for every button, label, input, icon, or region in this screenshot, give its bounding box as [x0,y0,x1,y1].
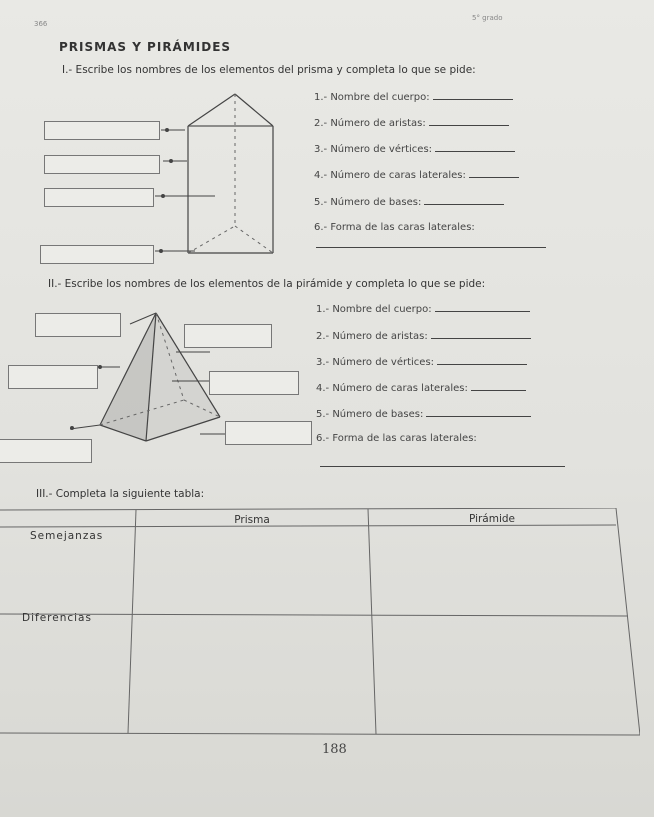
section2-instruction: II.- Escribe los nombres de los elementos de la pirámide y completa lo que se pide: [48,278,486,290]
s2-q3: 3.- Número de vértices: [316,355,527,368]
page-title: PRISMAS Y PIRÁMIDES [59,40,232,54]
s1-q3: 3.- Número de vértices: [314,142,515,155]
s1-q6: 6.- Forma de las caras laterales: [314,222,475,233]
prism-label-box-1[interactable] [44,121,160,140]
prism-label-box-4[interactable] [40,245,154,264]
section1-instruction: I.- Escribe los nombres de los elementos del prisma y completa lo que se pide: [62,64,476,76]
s1-q1: 1.- Nombre del cuerpo: [314,90,513,103]
s1-q6-answer-line[interactable] [316,247,546,248]
pyramid-label-box-2[interactable] [184,324,272,348]
cell-semejanzas-prisma[interactable] [140,530,366,612]
pyramid-label-box-6[interactable] [225,421,312,445]
cell-semejanzas-piramide[interactable] [372,530,622,612]
s1-q2: 2.- Número de aristas: [314,116,509,129]
pyramid-label-box-1[interactable] [35,313,121,337]
pyramid-label-box-3[interactable] [8,365,98,389]
table-row-semejanzas: Semejanzas [30,530,104,542]
table-row-diferencias: Diferencias [22,612,92,624]
s1-q5: 5.- Número de bases: [314,195,504,208]
s1-q4: 4.- Número de caras laterales: [314,168,519,181]
s2-q4: 4.- Número de caras laterales: [316,381,526,394]
s2-q6-answer-line[interactable] [320,466,565,467]
cell-diferencias-piramide[interactable] [378,620,634,730]
s2-q2: 2.- Número de aristas: [316,329,531,342]
prism-label-box-2[interactable] [44,155,160,174]
s2-q1: 1.- Nombre del cuerpo: [316,302,530,315]
prism-arrows [155,120,255,260]
prism-label-box-3[interactable] [44,188,154,207]
header-note-left: 366 [34,20,48,28]
pyramid-label-box-5[interactable] [0,439,92,463]
table-header-prisma: Prisma [234,514,270,526]
s2-q6: 6.- Forma de las caras laterales: [316,433,477,444]
section3-instruction: III.- Completa la siguiente tabla: [36,488,205,500]
table-header-piramide: Pirámide [468,513,516,525]
comparison-table [0,508,640,736]
header-note-right: 5° grado [472,14,503,22]
s2-q5: 5.- Número de bases: [316,407,531,420]
cell-diferencias-prisma[interactable] [134,620,370,730]
pyramid-label-box-4[interactable] [209,371,299,395]
page-number: 188 [322,742,347,757]
